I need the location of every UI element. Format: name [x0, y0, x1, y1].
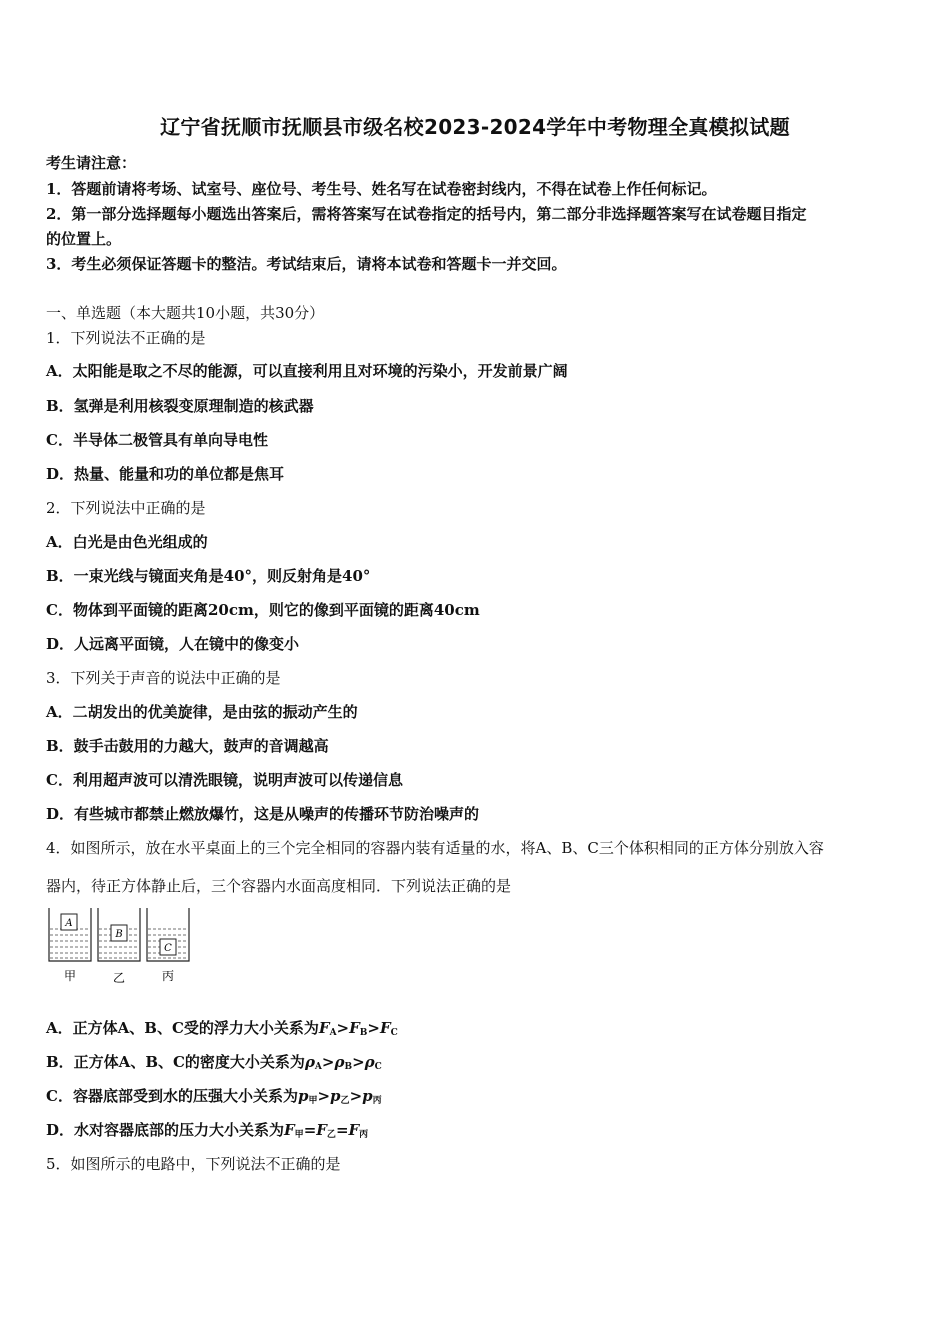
notice-item-1: 1．答题前请将考场、试室号、座位号、考生号、姓名写在试卷密封线内，不得在试卷上作任何标记。: [46, 180, 717, 198]
q3-option-d: D．有些城市都禁止燃放爆竹，这是从噪声的传播环节防治噪声的: [46, 805, 480, 823]
q4-stem-line1: 4．如图所示，放在水平桌面上的三个完全相同的容器内装有适量的水，将A、B、C三个体积相同的正方体分别放入容: [46, 839, 824, 857]
cube-label-b: B: [115, 929, 123, 940]
q4-stem-line2: 器内，待正方体静止后，三个容器内水面高度相同．下列说法正确的是: [46, 877, 512, 895]
q1-stem: 1．下列说法不正确的是: [46, 329, 206, 347]
container-bing: [147, 908, 189, 961]
notice-item-2: 2．第一部分选择题每小题选出答案后，需将答案写在试卷指定的括号内，第二部分非选择题答案写在试卷题目指定: [46, 205, 807, 223]
q4-option-a: A．正方体A、B、C受的浮力大小关系为$F_A>F_B>F_C$: [46, 1019, 398, 1038]
containers-figure: [46, 905, 196, 985]
q4-option-a-text: A．正方体A、B、C受的浮力大小关系为: [46, 1019, 319, 1037]
q2-option-c: C．物体到平面镜的距离20cm，则它的像到平面镜的距离40cm: [46, 601, 480, 619]
q1-option-c: C．半导体二极管具有单向导电性: [46, 431, 268, 449]
q1-option-d: D．热量、能量和功的单位都是焦耳: [46, 465, 285, 483]
q4-option-b-text: B．正方体A、B、C的密度大小关系为: [46, 1053, 305, 1071]
q1-option-b: B．氢弹是利用核裂变原理制造的核武器: [46, 397, 314, 415]
container-jia: [49, 908, 91, 961]
q4-option-c-text: C．容器底部受到水的压强大小关系为: [46, 1087, 298, 1105]
q3-option-b: B．鼓手击鼓用的力越大，鼓声的音调越高: [46, 737, 329, 755]
q4-option-c: C．容器底部受到水的压强大小关系为$p_甲>p_乙>p_丙$: [46, 1087, 382, 1106]
notice-heading: 考生请注意：: [46, 154, 137, 172]
q3-option-a: A．二胡发出的优美旋律，是由弦的振动产生的: [46, 703, 358, 721]
q2-option-a: A．白光是由色光组成的: [46, 533, 208, 551]
notice-item-3: 3．考生必须保证答题卡的整洁。考试结束后，请将本试卷和答题卡一并交回。: [46, 255, 567, 273]
q2-option-d: D．人远离平面镜，人在镜中的像变小: [46, 635, 300, 653]
q1-option-a: A．太阳能是取之不尽的能源，可以直接利用且对环境的污染小，开发前景广阔: [46, 362, 568, 380]
q5-stem: 5．如图所示的电路中，下列说法不正确的是: [46, 1155, 341, 1173]
cube-label-a: A: [65, 918, 73, 929]
notice-item-2-cont: 的位置上。: [46, 230, 122, 248]
section-heading: 一、单选题（本大题共10小题，共30分）: [46, 304, 325, 322]
q3-stem: 3．下列关于声音的说法中正确的是: [46, 669, 281, 687]
container-label-jia: 甲: [63, 969, 77, 983]
q2-option-b: B．一束光线与镜面夹角是40°，则反射角是40°: [46, 567, 371, 585]
container-label-yi: 乙: [112, 971, 126, 985]
page-title: 辽宁省抚顺市抚顺县市级名校2023-2024学年中考物理全真模拟试题: [160, 115, 790, 139]
q4-option-d-text: D．水对容器底部的压力大小关系为: [46, 1121, 285, 1139]
q2-stem: 2．下列说法中正确的是: [46, 499, 206, 517]
cube-label-c: C: [164, 943, 172, 954]
q4-option-b: B．正方体A、B、C的密度大小关系为$\rho_A>\rho_B>\rho_C$: [46, 1053, 382, 1072]
q4-option-d: D．水对容器底部的压力大小关系为$F_甲=F_乙=F_丙$: [46, 1121, 369, 1140]
q3-option-c: C．利用超声波可以清洗眼镜，说明声波可以传递信息: [46, 771, 403, 789]
container-yi: [98, 908, 140, 961]
container-label-bing: 丙: [161, 969, 175, 983]
